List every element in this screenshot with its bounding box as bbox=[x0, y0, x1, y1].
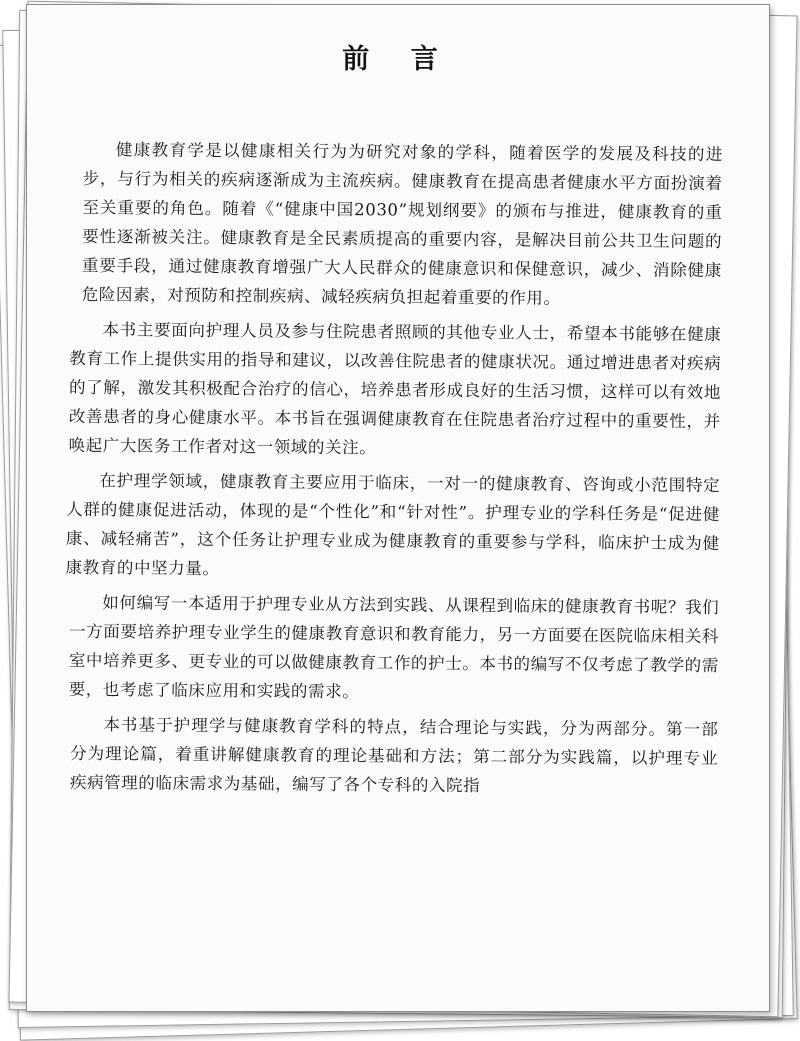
page-title: 前 言 bbox=[342, 44, 454, 75]
paragraph-3: 在护理学领域，健康教育主要应用于临床，一对一的健康教育、咨询或小范围特定人群的健康促进活动，体现的是“个性化”和“针对性”。护理专业的学科任务是“促进健康、减轻痛苦”，这个任务让护理专业成为健康教育的重要参与学科，临床护士成为健康教育的中坚力量。 bbox=[65, 471, 721, 579]
paragraph-4: 如何编写一本适用于护理专业从方法到实践、从课程到临床的健康教育书呢？我们一方面要培养护理专业学生的健康教育意识和教育能力，另一方面要在医院临床相关科室中培养更多、更专业的可以做健康教育工作的护士。本书的编写不仅考虑了教学的需要，也考虑了临床应用和实践的需求。 bbox=[68, 593, 720, 702]
paragraph-2: 本书主要面向护理人员及参与住院患者照顾的其他专业人士，希望本书能够在健康教育工作上提供实用的指导和建议，以改善住院患者的健康状况。通过增进患者对疾病的了解，激发其积极配合治疗的信心，培养患者形成良好的生活习惯，这样可以有效地改善患者的身心健康水平。本书旨在强调健康教育在住院患者治疗过程中的重要性，并唤起广大医务工作者对这一领域的关注。 bbox=[68, 320, 722, 458]
preface-body bbox=[65, 135, 723, 808]
paragraph-1: 健康教育学是以健康相关行为为研究对象的学科，随着医学的发展及科技的进步，与行为相关的疾病逐渐成为主流疾病。健康教育在提高患者健康水平方面扮演着至关重要的角色。随着《“健康中国2030”规划纲要》的颁布与推进，健康教育的重要性逐渐被关注。健康教育是全民素质提高的重要内容，是解决目前公共卫生问题的重要手段，通过健康教育增强广大人民群众的健康意识和保健意识，减少、消除健康危险因素，对预防和控制疾病、减轻疾病负担起着重要的作用。 bbox=[81, 140, 723, 308]
paragraph-5: 本书基于护理学与健康教育学科的特点，结合理论与实践，分为两部分。第一部分为理论篇，着重讲解健康教育的理论基础和方法；第二部分为实践篇，以护理专业疾病管理的临床需求为基础，编写了各个专科的入院指 bbox=[69, 715, 719, 796]
document-page bbox=[26, 4, 770, 1012]
